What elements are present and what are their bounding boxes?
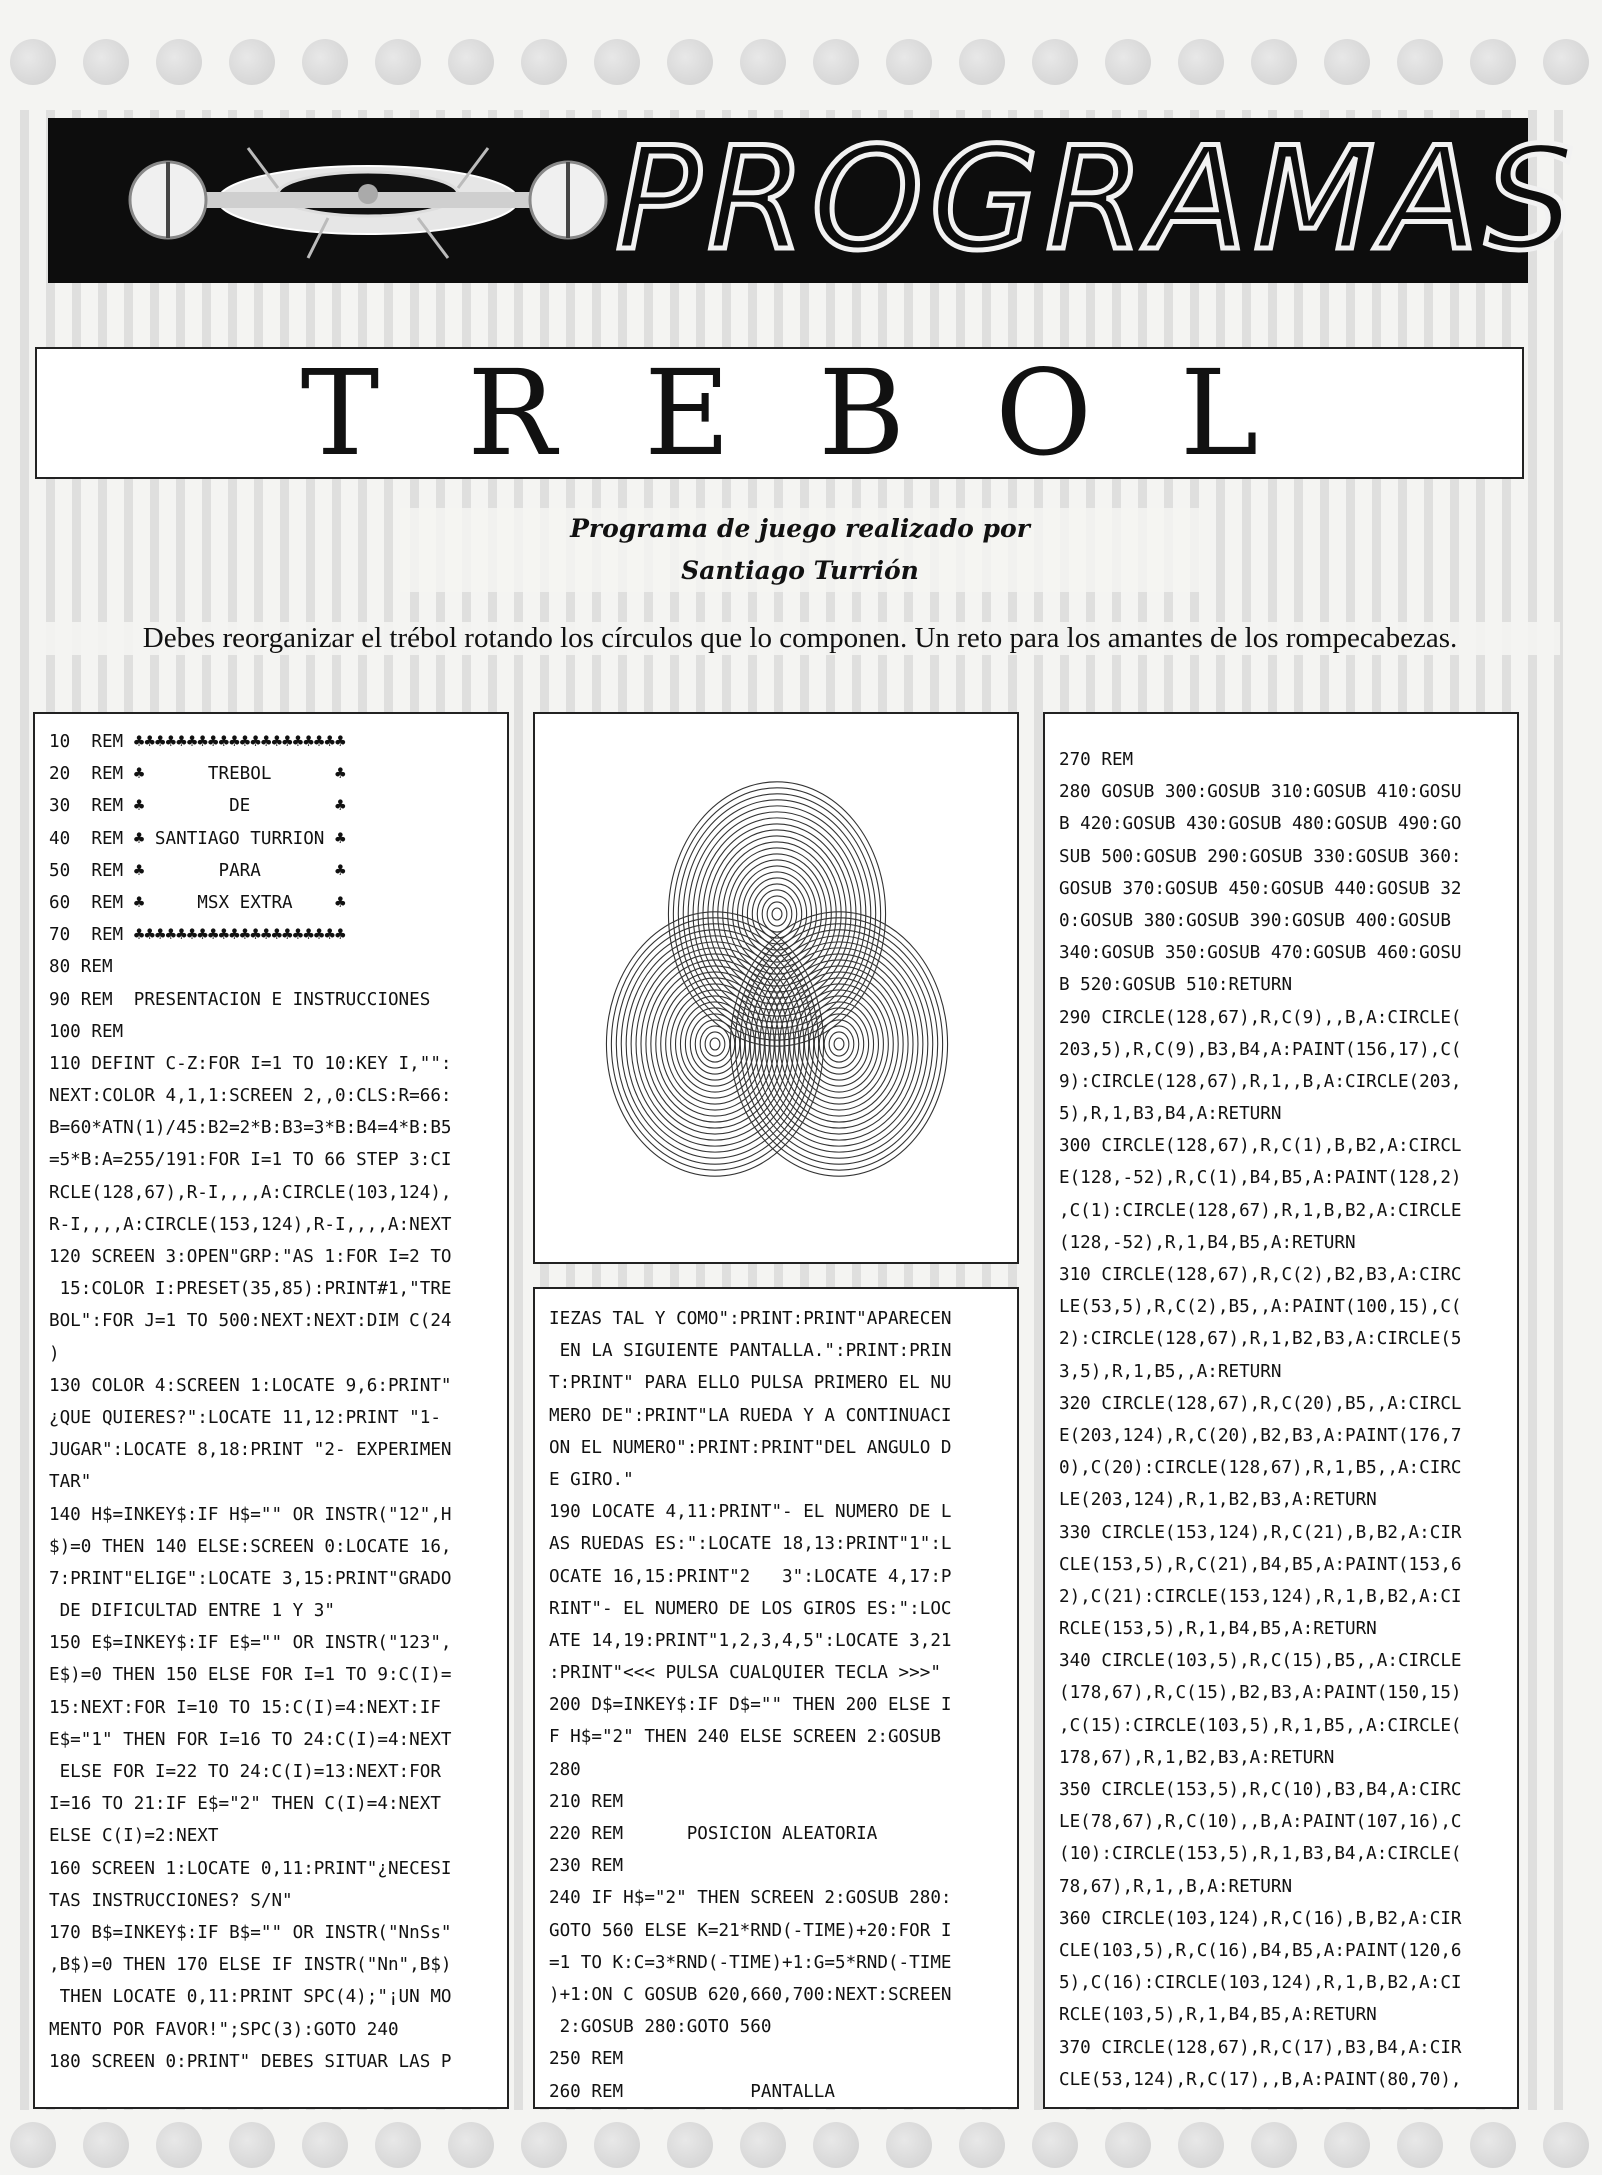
circle-dot-icon [1397, 2122, 1443, 2168]
circle-dot-icon [1178, 39, 1224, 85]
code-line: EN LA SIGUIENTE PANTALLA.":PRINT:PRIN [549, 1341, 952, 1362]
circle-dot-icon [521, 39, 567, 85]
spaceship-icon [128, 128, 608, 273]
code-line: 280 GOSUB 300:GOSUB 310:GOSUB 410:GOSU [1059, 782, 1462, 803]
code-line: ATE 14,19:PRINT"1,2,3,4,5":LOCATE 3,21 [549, 1630, 952, 1651]
section-banner [48, 116, 1581, 283]
trebol-ring [703, 824, 851, 1004]
trebol-ring [698, 818, 856, 1010]
circle-dot-icon [302, 2122, 348, 2168]
circle-dot-icon [959, 39, 1005, 85]
code-line: 15:COLOR I:PRESET(35,85):PRINT#1,"TRE [49, 1279, 452, 1300]
code-line: CLE(103,5),R,C(16),B4,B5,A:PAINT(120,6 [1059, 1940, 1462, 1961]
trebol-ring [829, 1032, 849, 1056]
code-line: 203,5),R,C(9),B3,B4,A:PAINT(156,17),C( [1059, 1039, 1462, 1060]
code-line: 40 REM ♣ SANTIAGO TURRION ♣ [49, 828, 346, 849]
circle-dot-icon [667, 2122, 713, 2168]
top-dot-row [0, 32, 1602, 92]
byline-author: Santiago Turrión [681, 556, 919, 585]
code-line: 130 COLOR 4:SCREEN 1:LOCATE 9,6:PRINT" [49, 1375, 452, 1396]
code-line: 370 CIRCLE(128,67),R,C(17),B3,B4,A:CIR [1059, 2037, 1462, 2058]
code-line: AS RUEDAS ES:":LOCATE 18,13:PRINT"1":L [549, 1534, 952, 1555]
code-line: OCATE 16,15:PRINT"2 3":LOCATE 4,17:P [549, 1566, 952, 1587]
code-line: 190 LOCATE 4,11:PRINT"- EL NUMERO DE L [549, 1502, 952, 1523]
trebol-ring [710, 1038, 720, 1050]
code-line: 2),C(21):CIRCLE(153,124),R,1,B,B2,A:CI [1059, 1586, 1462, 1607]
circle-dot-icon [1105, 2122, 1151, 2168]
code-line: 180 SCREEN 0:PRINT" DEBES SITUAR LAS P [49, 2051, 452, 2072]
trebol-ring [695, 1020, 734, 1068]
code-line: 60 REM ♣ MSX EXTRA ♣ [49, 892, 346, 913]
code-line: 200 D$=INKEY$:IF D$="" THEN 200 ELSE I [549, 1695, 952, 1716]
circle-dot-icon [1324, 39, 1370, 85]
trebol-ring [834, 1038, 844, 1050]
code-line: B 520:GOSUB 510:RETURN [1059, 975, 1293, 996]
code-line: 280 [549, 1759, 581, 1780]
trebol-ring [676, 996, 755, 1092]
code-line: ,C(15):CIRCLE(103,5),R,1,B5,,A:CIRCLE( [1059, 1715, 1462, 1736]
code-line: MERO DE":PRINT"LA RUEDA Y A CONTINUACI [549, 1405, 952, 1426]
code-line: (128,-52),R,1,B4,B5,A:RETURN [1059, 1232, 1356, 1253]
code-block [35, 714, 507, 2078]
code-line: 70 REM ♣♣♣♣♣♣♣♣♣♣♣♣♣♣♣♣♣♣♣♣ [49, 925, 346, 946]
code-line: 30 REM ♣ DE ♣ [49, 796, 346, 817]
code-line: 100 REM [49, 1021, 124, 1042]
code-line: 2):CIRCLE(128,67),R,1,B2,B3,A:CIRCLE(5 [1059, 1329, 1462, 1350]
circle-dot-icon [1178, 2122, 1224, 2168]
code-line: GOTO 560 ELSE K=21*RND(-TIME)+20:FOR I [549, 1920, 952, 1941]
code-line: 240 IF H$="2" THEN SCREEN 2:GOSUB 280: [549, 1888, 952, 1909]
code-line: 80 REM [49, 957, 113, 978]
circle-dot-icon [594, 2122, 640, 2168]
code-line: 20 REM ♣ TREBOL ♣ [49, 764, 346, 785]
circle-dot-icon [1397, 39, 1443, 85]
code-line: ELSE FOR I=22 TO 24:C(I)=13:NEXT:FOR [49, 1762, 441, 1782]
code-line: 50 REM ♣ PARA ♣ [49, 860, 346, 881]
code-line: CLE(53,124),R,C(17),,B,A:PAINT(80,70), [1059, 2069, 1462, 2090]
code-block [535, 1289, 1017, 2108]
code-line: LE(53,5),R,C(2),B5,,A:PAINT(100,15),C( [1059, 1297, 1462, 1318]
trebol-ring [738, 866, 817, 962]
code-line: 0:GOSUB 380:GOSUB 390:GOSUB 400:GOSUB [1059, 910, 1451, 931]
circle-dot-icon [1324, 2122, 1370, 2168]
circle-dot-icon [1105, 39, 1151, 85]
trebol-ring [767, 902, 787, 926]
circle-dot-icon [83, 2122, 129, 2168]
code-line: 140 H$=INKEY$:IF H$="" OR INSTR("12",H [49, 1504, 452, 1525]
code-line: =5*B:A=255/191:FOR I=1 TO 66 STEP 3:CI [49, 1150, 452, 1171]
trebol-ring [708, 830, 846, 998]
code-line: 340:GOSUB 350:GOSUB 470:GOSUB 460:GOSU [1059, 943, 1462, 964]
code-line: T:PRINT" PARA ELLO PULSA PRIMERO EL NU [549, 1373, 952, 1394]
code-line: 310 CIRCLE(128,67),R,C(2),B2,B3,A:CIRC [1059, 1265, 1462, 1285]
section-title: PROGRAMAS [615, 116, 1581, 282]
code-line: ON EL NUMERO":PRINT:PRINT"DEL ANGULO D [549, 1437, 952, 1458]
code-line: 340 CIRCLE(103,5),R,C(15),B5,,A:CIRCLE [1059, 1651, 1462, 1672]
code-line: 90 REM PRESENTACION E INSTRUCCIONES [49, 989, 431, 1010]
code-line: =1 TO K:C=3*RND(-TIME)+1:G=5*RND(-TIME [549, 1952, 952, 1973]
code-line: NEXT:COLOR 4,1,1:SCREEN 2,,0:CLS:R=66: [49, 1086, 452, 1107]
code-line: E(203,124),R,C(20),B2,B3,A:PAINT(176,7 [1059, 1425, 1462, 1446]
code-line: 0),C(20):CIRCLE(128,67),R,1,B5,,A:CIRC [1059, 1458, 1462, 1479]
code-line: RCLE(128,67),R-I,,,,A:CIRCLE(103,124), [49, 1182, 452, 1203]
trebol-figure [533, 712, 1019, 1264]
code-line: RINT"- EL NUMERO DE LOS GIROS ES:":LOC [549, 1598, 952, 1619]
code-line: (178,67),R,C(15),B2,B3,A:PAINT(150,15) [1059, 1683, 1462, 1704]
code-line: DE DIFICULTAD ENTRE 1 Y 3" [49, 1601, 335, 1622]
trebol-ring [757, 890, 796, 938]
circle-dot-icon [667, 39, 713, 85]
circle-dot-icon [594, 39, 640, 85]
trebol-ring [733, 860, 822, 968]
trebol-ring [770, 960, 908, 1128]
code-listing-column-2 [533, 1287, 1019, 2109]
trebol-ring [673, 788, 880, 1040]
trebol-ring [819, 1020, 858, 1068]
code-line: B=60*ATN(1)/45:B2=2*B:B3=3*B:B4=4*B:B5 [49, 1118, 452, 1139]
code-line: 5),C(16):CIRCLE(103,124),R,1,B,B2,A:CI [1059, 1973, 1462, 1994]
code-line: 150 E$=INKEY$:IF E$="" OR INSTR("123", [49, 1633, 452, 1654]
code-line: ¿QUE QUIERES?":LOCATE 11,12:PRINT "1- [49, 1407, 441, 1428]
code-line: E$)=0 THEN 150 ELSE FOR I=1 TO 9:C(I)= [49, 1665, 452, 1686]
code-line: 9):CIRCLE(128,67),R,1,,B,A:CIRCLE(203, [1059, 1071, 1462, 1092]
trebol-ring [705, 1032, 725, 1056]
code-line: 78,67),R,1,,B,A:RETURN [1059, 1876, 1293, 1897]
circle-dot-icon [156, 39, 202, 85]
circle-dot-icon [740, 39, 786, 85]
code-line: THEN LOCATE 0,11:PRINT SPC(4);"¡UN MO [49, 1987, 452, 2008]
circle-dot-icon [448, 2122, 494, 2168]
code-line: 120 SCREEN 3:OPEN"GRP:"AS 1:FOR I=2 TO [49, 1247, 452, 1267]
circle-dot-icon [10, 2122, 56, 2168]
code-line: 360 CIRCLE(103,124),R,C(16),B,B2,A:CIR [1059, 1908, 1462, 1929]
circle-dot-icon [448, 39, 494, 85]
circle-dot-icon [886, 39, 932, 85]
circle-dot-icon [1032, 39, 1078, 85]
code-line: 230 REM [549, 1856, 624, 1877]
code-line: 2:GOSUB 280:GOTO 560 [549, 2017, 772, 2038]
circle-dot-icon [229, 2122, 275, 2168]
code-line: 330 CIRCLE(153,124),R,C(21),B,B2,A:CIR [1059, 1522, 1462, 1543]
code-line: E$="1" THEN FOR I=16 TO 24:C(I)=4:NEXT [49, 1729, 452, 1750]
circle-dot-icon [1470, 39, 1516, 85]
code-line: 10 REM ♣♣♣♣♣♣♣♣♣♣♣♣♣♣♣♣♣♣♣♣ [49, 732, 346, 752]
circle-dot-icon [1032, 2122, 1078, 2168]
circle-dot-icon [1470, 2122, 1516, 2168]
circle-dot-icon [302, 39, 348, 85]
bottom-dot-row [0, 2115, 1602, 2175]
code-line: MENTO POR FAVOR!";SPC(3):GOTO 240 [49, 2019, 399, 2040]
code-line: F H$="2" THEN 240 ELSE SCREEN 2:GOSUB [549, 1727, 941, 1748]
trebol-ring [747, 878, 806, 950]
code-line: (10):CIRCLE(153,5),R,1,B3,B4,A:CIRCLE( [1059, 1844, 1462, 1865]
code-line: ,B$)=0 THEN 170 ELSE IF INSTR("Nn",B$) [49, 1955, 452, 1976]
circle-dot-icon [1251, 39, 1297, 85]
code-line: GOSUB 370:GOSUB 450:GOSUB 440:GOSUB 32 [1059, 878, 1462, 899]
code-line: 15:NEXT:FOR I=10 TO 15:C(I)=4:NEXT:IF [49, 1697, 441, 1718]
code-line: $)=0 THEN 140 ELSE:SCREEN 0:LOCATE 16, [49, 1536, 452, 1557]
code-line: ) [49, 1343, 60, 1364]
code-line: 220 REM POSICION ALEATORIA [549, 1824, 878, 1844]
code-line: ELSE C(I)=2:NEXT [49, 1826, 219, 1847]
article-title-box [35, 344, 1524, 482]
code-line: 110 DEFINT C-Z:FOR I=1 TO 10:KEY I,"": [49, 1053, 452, 1074]
circle-dot-icon [1251, 2122, 1297, 2168]
code-line: R-I,,,,A:CIRCLE(153,124),R-I,,,,A:NEXT [49, 1214, 452, 1235]
code-line: BOL":FOR J=1 TO 500:NEXT:NEXT:DIM C(24 [49, 1311, 452, 1332]
code-line: 160 SCREEN 1:LOCATE 0,11:PRINT"¿NECESI [49, 1858, 452, 1879]
code-line: LE(78,67),R,C(10),,B,A:PAINT(107,16),C [1059, 1812, 1462, 1833]
code-line: B 420:GOSUB 430:GOSUB 480:GOSUB 490:GO [1059, 814, 1462, 835]
code-line: 320 CIRCLE(128,67),R,C(20),B5,,A:CIRCL [1059, 1393, 1462, 1414]
trebol-circles-drawing [535, 714, 1017, 1262]
circle-dot-icon [375, 39, 421, 85]
code-line: E(128,-52),R,C(1),B4,B5,A:PAINT(128,2) [1059, 1168, 1462, 1189]
code-line: RCLE(153,5),R,1,B4,B5,A:RETURN [1059, 1619, 1377, 1640]
code-line: :PRINT"<<< PULSA CUALQUIER TECLA >>>" [549, 1663, 941, 1684]
circle-dot-icon [1543, 39, 1589, 85]
circle-dot-icon [229, 39, 275, 85]
code-line: 3,5),R,1,B5,,A:RETURN [1059, 1361, 1282, 1382]
code-line: I=16 TO 21:IF E$="2" THEN C(I)=4:NEXT [49, 1794, 441, 1815]
code-line: TAS INSTRUCCIONES? S/N" [49, 1890, 293, 1911]
code-line: 270 REM [1059, 750, 1134, 770]
code-block [1045, 714, 1517, 2096]
code-line: 290 CIRCLE(128,67),R,C(9),,B,A:CIRCLE( [1059, 1007, 1462, 1028]
code-line: 5),R,1,B3,B4,A:RETURN [1059, 1104, 1282, 1125]
byline-line-1: Programa de juego realizado por [570, 514, 1030, 543]
code-listing-column-1 [33, 712, 509, 2109]
code-line: TAR" [49, 1472, 92, 1493]
code-listing-column-3 [1043, 712, 1519, 2109]
circle-dot-icon [1543, 2122, 1589, 2168]
code-line: 170 B$=INKEY$:IF B$="" OR INSTR("NnSs" [49, 1922, 452, 1943]
circle-dot-icon [10, 39, 56, 85]
circle-dot-icon [521, 2122, 567, 2168]
circle-dot-icon [740, 2122, 786, 2168]
circle-dot-icon [375, 2122, 421, 2168]
trebol-ring [671, 990, 760, 1098]
circle-dot-icon [959, 2122, 1005, 2168]
code-line: IEZAS TAL Y COMO":PRINT:PRINT"APARECEN [549, 1309, 952, 1329]
code-line: 250 REM [549, 2049, 624, 2070]
trebol-ring [795, 990, 884, 1098]
trebol-ring [800, 996, 879, 1092]
code-line: RCLE(103,5),R,1,B4,B5,A:RETURN [1059, 2005, 1377, 2026]
circle-dot-icon [813, 2122, 859, 2168]
trebol-ring [646, 960, 784, 1128]
byline [400, 508, 1200, 592]
code-line: ,C(1):CIRCLE(128,67),R,1,B,B2,A:CIRCLE [1059, 1200, 1462, 1221]
circle-dot-icon [156, 2122, 202, 2168]
code-line: JUGAR":LOCATE 8,18:PRINT "2- EXPERIMEN [49, 1440, 452, 1461]
circle-dot-icon [886, 2122, 932, 2168]
circle-dot-icon [813, 39, 859, 85]
code-line: 260 REM PANTALLA [549, 2081, 835, 2102]
article-title: TREBOL [300, 344, 1347, 482]
code-line: CLE(153,5),R,C(21),B4,B5,A:PAINT(153,6 [1059, 1554, 1462, 1575]
code-line: E GIRO." [549, 1469, 634, 1490]
intro-text: Debes reorganizar el trébol rotando los círculos que lo componen. Un reto para los amantes de los rompecabezas. [40, 622, 1560, 655]
code-line: LE(203,124),R,1,B2,B3,A:RETURN [1059, 1490, 1377, 1511]
trebol-ring [772, 908, 782, 920]
trebol-ring [723, 848, 832, 980]
code-line: 7:PRINT"ELIGE":LOCATE 3,15:PRINT"GRADO [49, 1568, 452, 1589]
code-line: 300 CIRCLE(128,67),R,C(1),B,B2,A:CIRCL [1059, 1136, 1462, 1157]
code-line: 178,67),R,1,B2,B3,A:RETURN [1059, 1747, 1335, 1768]
circle-dot-icon [83, 39, 129, 85]
code-line: )+1:ON C GOSUB 620,660,700:NEXT:SCREEN [549, 1984, 952, 2005]
code-line: 210 REM [549, 1791, 624, 1812]
code-line: 350 CIRCLE(153,5),R,C(10),B3,B4,A:CIRC [1059, 1780, 1462, 1800]
code-line: SUB 500:GOSUB 290:GOSUB 330:GOSUB 360: [1059, 846, 1462, 867]
